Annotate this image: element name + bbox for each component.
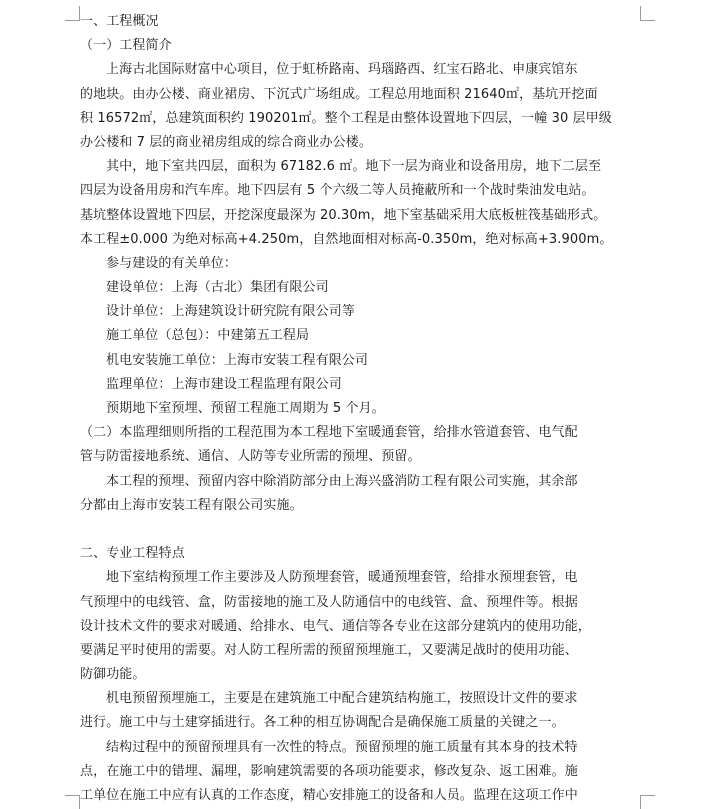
unit-mep-contractor: 机电安装施工单位：上海市安装工程有限公司 — [106, 352, 369, 368]
document-body — [80, 10, 636, 808]
section-heading-characteristics: 二、专业工程特点 — [80, 546, 185, 562]
paragraph-line: 防御功能。 — [80, 667, 146, 683]
paragraph-line: 办公楼和 7 层的商业裙房组成的综合商业办公楼。 — [80, 134, 372, 150]
paragraph-line: 四层为设备用房和汽车库。地下四层有 5 个六级二等人员掩蔽所和一个战时柴油发电站。 — [80, 183, 595, 199]
unit-construction-owner: 建设单位：上海（古北）集团有限公司 — [106, 280, 329, 296]
crop-mark-bottom-left — [65, 795, 80, 809]
paragraph-line: 其中，地下室共四层，面积为 67182.6 ㎡。地下一层为商业和设备用房，地下二层至 — [106, 159, 602, 175]
spacer — [80, 518, 636, 542]
unit-design: 设计单位：上海建筑设计研究院有限公司等 — [106, 304, 355, 320]
crop-mark-top-left — [65, 6, 80, 21]
paragraph-line: 地下室结构预埋工作主要涉及人防预埋套管，暖通预埋套管，给排水预埋套管，电 — [106, 570, 578, 586]
paragraph-line: 基坑整体设置地下四层，开挖深度最深为 20.30m，地下室基础采用大底板桩筏基础形式。 — [80, 207, 607, 223]
crop-mark-bottom-right — [640, 795, 655, 809]
unit-supervision: 监理单位：上海市建设工程监理有限公司 — [106, 376, 342, 392]
paragraph-line: 上海古北国际财富中心项目，位于虹桥路南、玛瑙路西、红宝石路北、申康宾馆东 — [106, 62, 578, 78]
paragraph-line: 机电预留预埋施工，主要是在建筑施工中配合建筑结构施工，按照设计文件的要求 — [106, 691, 578, 707]
paragraph-line: 气预埋中的电线管、盒，防雷接地的施工及人防通信中的电线管、盒、预埋件等。根据 — [80, 594, 578, 610]
subsection-heading-scope: （二）本监理细则所指的工程范围为本工程地下室暖通套管，给排水管道套管、电气配 — [80, 425, 578, 441]
paragraph-line: 积 16572㎡，总建筑面积约 190201㎡。整个工程是由整体设置地下四层，一幢 30 层甲级 — [80, 110, 612, 126]
unit-general-contractor: 施工单位（总包）：中建第五工程局 — [106, 328, 310, 344]
paragraph-line: 工单位在施工中应有认真的工作态度，精心安排施工的设备和人员。监理在这项工作中 — [80, 788, 578, 803]
paragraph-line: 本工程±0.000 为绝对标高+4.250m，自然地面相对标高-0.350m，绝对标高+3.900m。 — [80, 231, 613, 247]
paragraph-line: 结构过程中的预留预埋具有一次性的特点。预留预埋的施工质量有其本身的技术特 — [106, 739, 578, 755]
crop-mark-top-right — [640, 6, 655, 21]
paragraph-line: 的地块。由办公楼、商业裙房、下沉式广场组成。工程总用地面积 21640㎡，基坑开挖面 — [80, 86, 598, 102]
paragraph-line: 分都由上海市安装工程有限公司实施。 — [80, 497, 303, 513]
subsection-heading-intro: （一）工程简介 — [80, 38, 172, 54]
paragraph-line: 进行。施工中与土建穿插进行。各工种的相互协调配合是确保施工质量的关键之一。 — [80, 715, 565, 731]
paragraph-line: 管与防雷接地系统、通信、人防等专业所需的预埋、预留。 — [80, 449, 421, 465]
paragraph-line: 点，在施工中的错埋、漏埋，影响建筑需要的各项功能要求，修改复杂、返工困难。施 — [80, 763, 578, 779]
paragraph-line: 设计技术文件的要求对暖通、给排水、电气、通信等各专业在这部分建筑内的使用功能， — [80, 618, 591, 634]
construction-period: 预期地下室预埋、预留工程施工周期为 5 个月。 — [106, 401, 385, 416]
paragraph-line: 要满足平时使用的需要。对人防工程所需的预留预埋施工，又要满足战时的使用功能、 — [80, 642, 578, 658]
units-intro: 参与建设的有关单位： — [106, 255, 238, 271]
section-heading-overview: 一、工程概况 — [80, 14, 159, 29]
paragraph-line: 本工程的预埋、预留内容中除消防部分由上海兴盛消防工程有限公司实施，其余部 — [106, 473, 578, 489]
